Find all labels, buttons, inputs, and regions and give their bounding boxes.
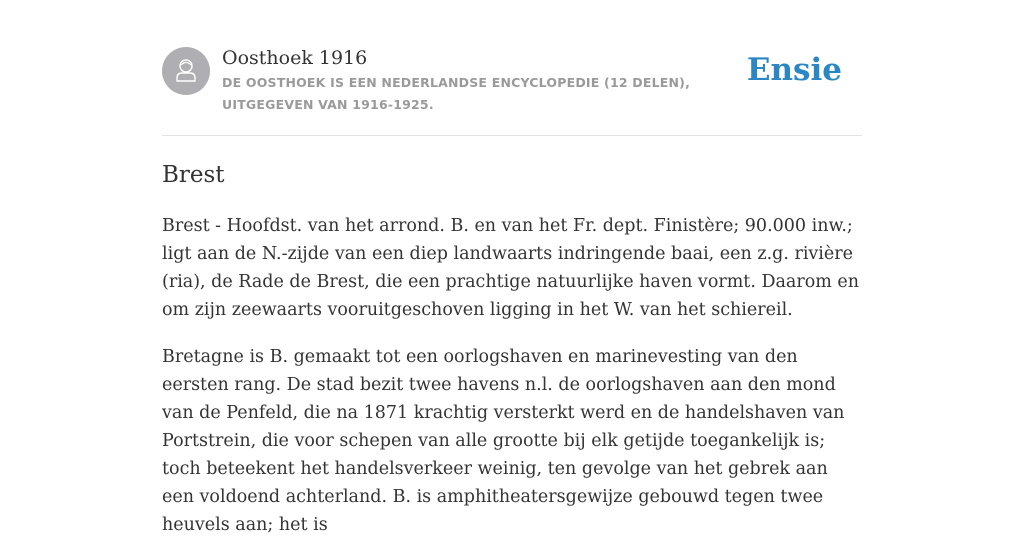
article-body (162, 212, 862, 558)
source-description: DE OOSTHOEK IS EEN NEDERLANDSE ENCYCLOPEDIE (12 DELEN), UITGEGEVEN VAN 1916-1925. (222, 75, 691, 112)
brand-logo[interactable]: Ensie (746, 52, 842, 88)
divider (162, 135, 862, 136)
paragraph: Bretagne is B. gemaakt tot een oorlogshaven en marinevesting van den eersten rang. De stad bezit twee havens n.l. de oorlogshaven aan den mond van de Penfeld, die na 1871 krachtig versterkt werd en de handelshaven van Portstrein, die voor schepen van alle grootte bij elk getijde toegankelijk is; toch beteekent het handelsverkeer weinig, ten gevolge van het gebrek aan een voldoend achterland. B. is amphitheatersgewijze gebouwd tegen twee heuvels aan; het is (162, 347, 845, 535)
source-title[interactable]: Oosthoek 1916 (222, 47, 368, 69)
user-icon (162, 47, 210, 95)
avatar[interactable] (162, 47, 210, 95)
article-title: Brest (162, 162, 225, 188)
source-header (162, 46, 862, 118)
paragraph: Brest - Hoofdst. van het arrond. B. en van het Fr. dept. Finistère; 90.000 inw.; ligt aan de N.-zijde van een diep landwaarts indringende baai, een z.g. rivière (ria), de Rade de Brest, die een prachtige natuurlijke haven vormt. Daarom en om zijn zeewaarts vooruitgeschoven ligging in het W. van het schiereil. (162, 216, 860, 320)
